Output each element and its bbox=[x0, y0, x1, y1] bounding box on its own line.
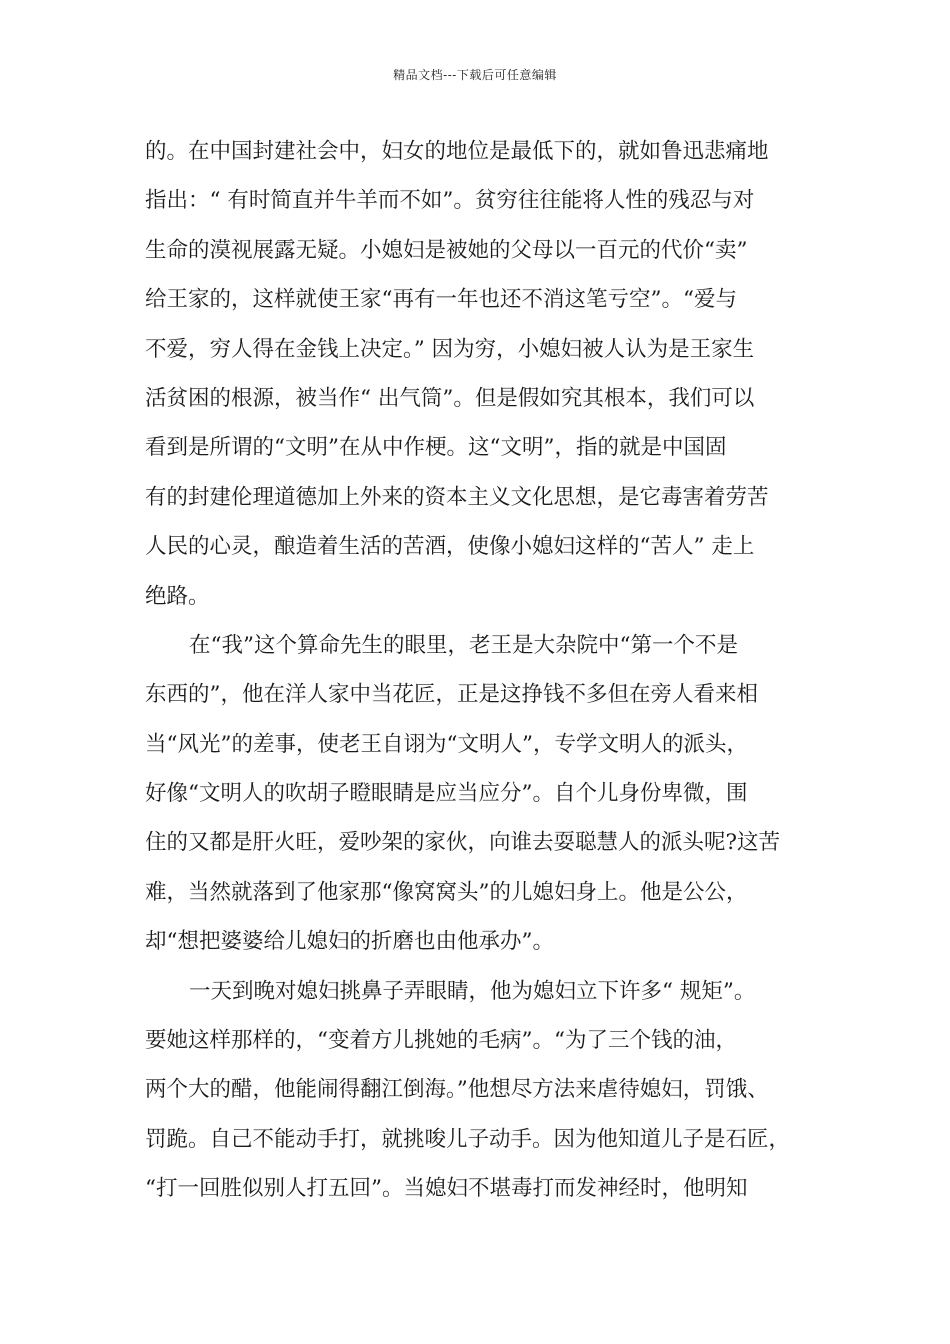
text-line: 的。在中国封建社会中，妇女的地位是最低下的，就如鲁迅悲痛地 bbox=[145, 139, 769, 164]
text-line: 看到是所谓的“文明”在从中作梗。这“文明”，指的就是中国固 bbox=[145, 435, 727, 461]
text-line: 好像“文明人的吹胡子瞪眼睛是应当应分”。自个儿身份卑微，围 bbox=[145, 781, 748, 807]
text-line: 人民的心灵，酿造着生活的苦酒，使像小媳妇这样的“苦人” 走上 bbox=[145, 534, 755, 560]
text-line: 绝路。 bbox=[145, 583, 210, 609]
text-line: 难，当然就落到了他家那“像窝窝头”的儿媳妇身上。他是公公， bbox=[145, 879, 748, 905]
text-line: 当“风光”的差事，使老王自诩为“文明人”，专学文明人的派头， bbox=[145, 731, 748, 757]
page-header: 精品文档---下载后可任意编辑 bbox=[393, 68, 557, 82]
text-line: 罚跪。自己不能动手打，就挑唆儿子动手。因为他知道儿子是石匠， bbox=[145, 1126, 791, 1152]
paragraph-start-line: 在“我”这个算命先生的眼里，老王是大杂院中“第一个不是 bbox=[189, 632, 738, 658]
document-body bbox=[145, 127, 835, 1214]
text-line: 有的封建伦理道德加上外来的资本主义文化思想，是它毒害着劳苦 bbox=[145, 484, 769, 510]
text-line: “打一回胜似别人打五回”。当媳妇不堪毒打而发神经时，他明知 bbox=[145, 1176, 748, 1202]
text-line: 却“想把婆婆给儿媳妇的折磨也由他承办”。 bbox=[145, 929, 554, 955]
text-line: 指出：“ 有时简直并牛羊而不如”。贫穷往往能将人性的残忍与对 bbox=[145, 188, 755, 214]
paragraph-start-line: 一天到晚对媳妇挑鼻子弄眼睛，他为媳妇立下许多“ 规矩”。 bbox=[189, 978, 756, 1004]
text-line: 要她这样那样的，“变着方儿挑她的毛病”。“为了三个钱的油， bbox=[145, 1028, 737, 1054]
text-line: 东西的”，他在洋人家中当花匠，正是这挣钱不多但在旁人看来相 bbox=[145, 682, 758, 708]
text-line: 给王家的，这样就使王家“再有一年也还不消这笔亏空”。“爱与 bbox=[145, 287, 737, 313]
text-line: 两个大的醋，他能闹得翻江倒海。”他想尽方法来虐待媳妇，罚饿、 bbox=[145, 1077, 769, 1103]
text-line: 活贫困的根源，被当作“ 出气筒”。但是假如究其根本，我们可以 bbox=[145, 385, 755, 411]
text-line: 不爱，穷人得在金钱上决定。” 因为穷，小媳妇被人认为是王家生 bbox=[145, 336, 755, 362]
text-line: 生命的漠视展露无疑。小媳妇是被她的父母以一百元的代价“卖” bbox=[145, 237, 748, 263]
text-line: 住的又都是肝火旺，爱吵架的家伙，向谁去耍聪慧人的派头呢?这苦 bbox=[145, 830, 781, 856]
